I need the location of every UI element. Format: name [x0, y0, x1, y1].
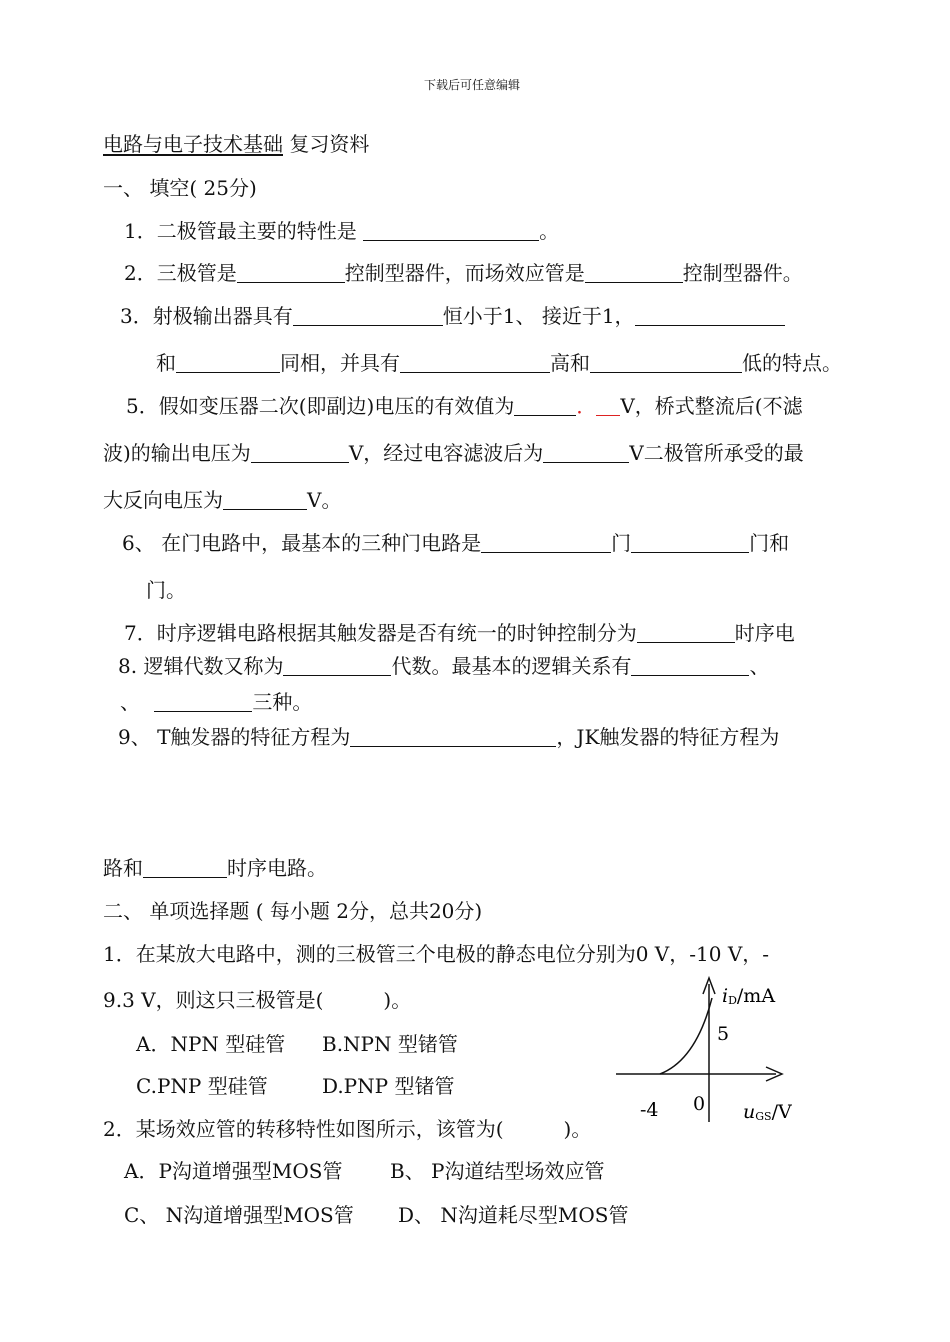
answer-blank [293, 305, 443, 326]
mc-q2-option-c: C、 N沟道增强型MOS管 [124, 1203, 354, 1227]
answer-blank [635, 305, 785, 326]
mc-q2-option-a: A．P沟道增强型MOS管 [124, 1159, 343, 1183]
answer-blank-red [596, 395, 620, 416]
answer-blank [637, 622, 735, 643]
answer-blank [223, 489, 307, 510]
q2-fill: 2．三极管是 控制型器件，而场效应管是 控制型器件。 [124, 261, 803, 285]
answer-blank [237, 262, 345, 283]
transfer-curve [660, 998, 712, 1074]
mc-q2-option-d: D、 N沟道耗尽型MOS管 [398, 1203, 629, 1227]
mc-q2-stem: 2．某场效应管的转移特性如图所示，该管为( )。 [103, 1117, 592, 1141]
x-tick-label: -4 [640, 1099, 659, 1121]
title-underlined: 电路与电子技术基础 [103, 132, 283, 156]
origin-label: 0 [693, 1093, 706, 1115]
answer-blank [143, 857, 227, 878]
title-rest: 复习资料 [289, 132, 370, 156]
answer-blank [350, 726, 556, 747]
document-title [103, 131, 369, 157]
answer-blank [631, 655, 749, 676]
answer-blank [283, 655, 391, 676]
q9-fill: 9、 T触发器的特征方程为 ，JK触发器的特征方程为 [118, 725, 780, 749]
answer-blank [514, 395, 576, 416]
q1-fill: 1．二极管最主要的特性是 。 [124, 219, 560, 243]
q7-fill: 7．时序逻辑电路根据其触发器是否有统一的时钟控制分为 时序电 [124, 621, 795, 645]
q5-fill-line3: 大反向电压为 V。 [103, 488, 342, 512]
answer-blank [154, 691, 252, 712]
q6-fill-cont: 门。 [146, 578, 186, 602]
red-mark: ． [576, 394, 597, 418]
q8-fill-line2: 、 三种。 [120, 690, 313, 714]
section2-heading: 二、 单项选择题 ( 每小题 2分，总共20分) [103, 899, 483, 923]
mc-q1-line1: 1．在某放大电路中，测的三极管三个电极的静态电位分别为0 V，-10 V，- [103, 942, 770, 966]
answer-blank [631, 532, 749, 553]
mc-q1-option-b: B.NPN 型锗管 [322, 1032, 458, 1056]
answer-blank [481, 532, 611, 553]
y-axis-label: iD/mA [722, 985, 776, 1007]
mc-q1-option-a: A．NPN 型硅管 [136, 1032, 286, 1056]
answer-blank [363, 220, 539, 241]
answer-blank [585, 262, 683, 283]
q3-fill-line1: 3．射极输出器具有 恒小于1、 接近于1， [120, 303, 785, 329]
x-axis-label: uGS/V [743, 1101, 792, 1123]
transfer-characteristic-figure [600, 970, 810, 1130]
answer-blank [543, 442, 629, 463]
q5-fill-line1: 5．假如变压器二次(即副边)电压的有效值为 ． V，桥式整流后(不滤 [126, 394, 803, 418]
mc-q1-option-c: C.PNP 型硅管 [136, 1074, 268, 1098]
mc-q1-option-d: D.PNP 型锗管 [322, 1074, 455, 1098]
answer-blank [251, 442, 349, 463]
mc-q2-option-b: B、 P沟道结型场效应管 [390, 1159, 605, 1183]
q6-fill: 6、 在门电路中，最基本的三种门电路是 门 门和 [122, 531, 790, 555]
q8-fill-line1: 8. 逻辑代数又称为 代数。最基本的逻辑关系有 、 [118, 654, 770, 678]
answer-blank [400, 352, 550, 373]
section1-heading: 一、 填空( 25分) [103, 176, 257, 200]
answer-blank [590, 352, 742, 373]
q5-fill-line2: 波)的输出电压为 V，经过电容滤波后为 V二极管所承受的最 [103, 441, 804, 465]
answer-blank [176, 352, 280, 373]
mc-q1-line2: 9.3 V，则这只三极管是( )。 [103, 988, 412, 1012]
y-tick-label: 5 [717, 1023, 730, 1045]
page-header-note: 下载后可任意编辑 [424, 78, 521, 92]
q7-fill-cont: 路和 时序电路。 [103, 856, 327, 880]
q3-fill-line2: 和 同相，并具有 高和 低的特点。 [156, 351, 842, 375]
